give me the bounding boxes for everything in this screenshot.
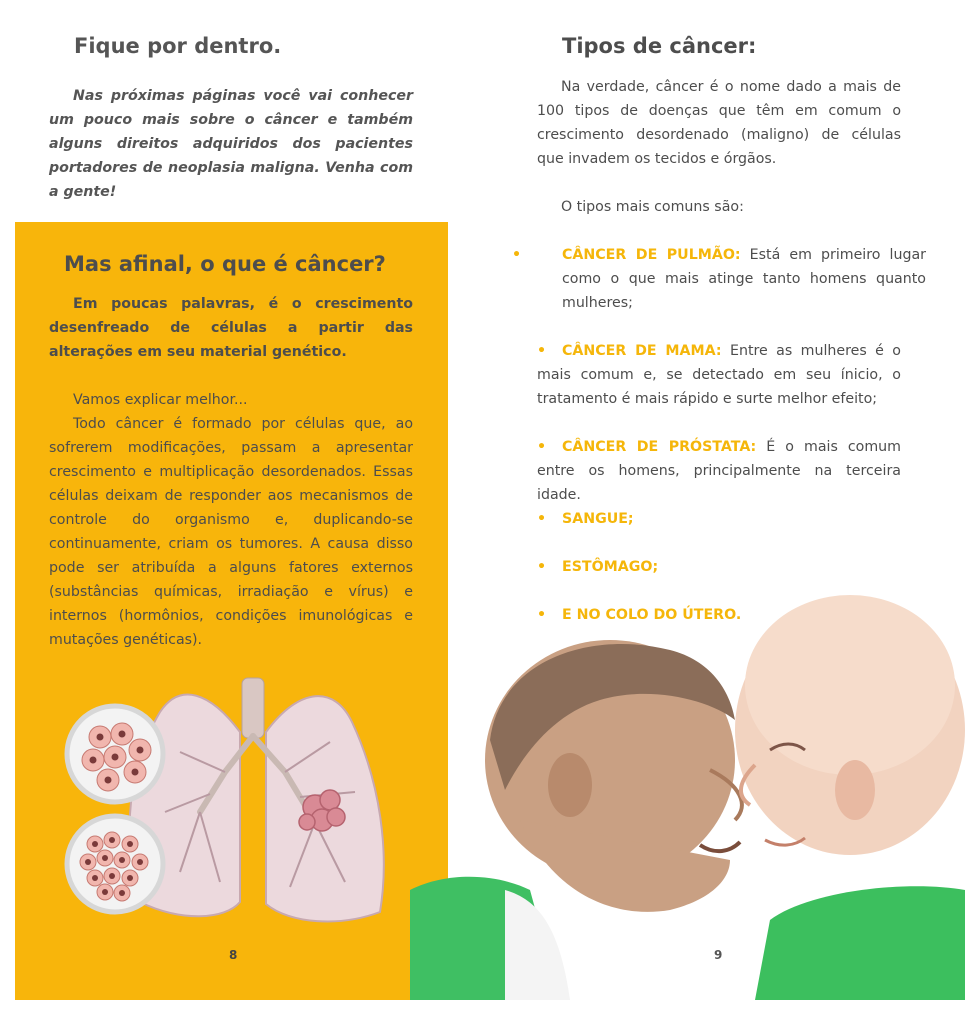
type-text: Está em primeiro lugar como o que mais atinge tanto homens quanto mulheres; — [562, 247, 926, 311]
right-intro-text: Na verdade, câncer é o nome dado a mais de 100 tipos de doenças que têm em comum o crescimento desordenado (maligno) de células que invadem os tecidos e órgãos. — [537, 79, 901, 167]
types-intro: O tipos mais comuns são: — [561, 199, 744, 215]
box-title: Mas afinal, o que é câncer? — [64, 252, 386, 276]
type-item-blood — [537, 507, 901, 531]
cancer-cells-circle — [67, 816, 163, 912]
type-text: É o mais comum entre os homens, principalmente na terceira idade. — [537, 439, 901, 503]
father-child-photo — [410, 590, 965, 1000]
man-ear — [548, 753, 592, 817]
bullet: • — [537, 559, 547, 575]
man-white-shirt — [505, 890, 570, 1000]
trachea — [242, 678, 264, 738]
type-label: SANGUE; — [562, 511, 634, 527]
right-page-title: Tipos de câncer: — [562, 34, 757, 58]
type-item-lung — [512, 243, 926, 315]
type-item-breast — [537, 339, 901, 411]
explain-text: Todo câncer é formado por células que, ao sofrerem modificações, passam a apresentar crescimento e multiplicação desordenados. Essas células deixam de responder aos mecanismos de controle do organismo e, duplicando-se continuamente, criam os tumores. A causa disso pode ser atribuída a alguns fatores externos (substâncias químicas, irradiação e vírus) e internos (hormônios, condições imunológicas e mutações genéticas). — [49, 416, 413, 648]
man-smile — [700, 842, 740, 851]
type-label: ESTÔMAGO; — [562, 559, 659, 575]
bullet: • — [537, 511, 547, 527]
type-item-stomach — [537, 555, 901, 579]
type-label: CÂNCER DE MAMA: — [562, 343, 722, 359]
type-label: CÂNCER DE PRÓSTATA: — [562, 439, 757, 455]
lungs-illustration — [60, 672, 400, 932]
bullet: • — [512, 247, 522, 263]
left-intro-text: Nas próximas páginas você vai conhecer um pouco mais sobre o câncer e também alguns direitos adquiridos dos pacientes portadores de neoplasia maligna. Venha com a gente! — [49, 88, 413, 200]
left-page-title: Fique por dentro. — [74, 34, 282, 58]
bullet: • — [537, 439, 547, 455]
type-text: Entre as mulheres é o mais comum e, se detectado em seu ínicio, o tratamento é mais rápido e surte melhor efeito; — [537, 343, 901, 407]
page-number-left: 8 — [229, 948, 238, 962]
bullet: • — [537, 607, 547, 623]
child-green-shirt — [755, 886, 965, 1000]
explain-label: Vamos explicar melhor... — [73, 392, 248, 408]
type-item-prostate — [537, 435, 901, 507]
box-lead-text: Em poucas palavras, é o crescimento desenfreado de células a partir das alterações em seu material genético. — [49, 296, 413, 360]
box-body — [49, 388, 413, 652]
type-label: E NO COLO DO ÚTERO. — [562, 607, 742, 623]
normal-cells-circle — [67, 706, 163, 802]
page-number-right: 9 — [714, 948, 723, 962]
type-label: CÂNCER DE PULMÃO: — [562, 247, 741, 263]
bullet: • — [537, 343, 547, 359]
child-ear — [835, 760, 875, 820]
